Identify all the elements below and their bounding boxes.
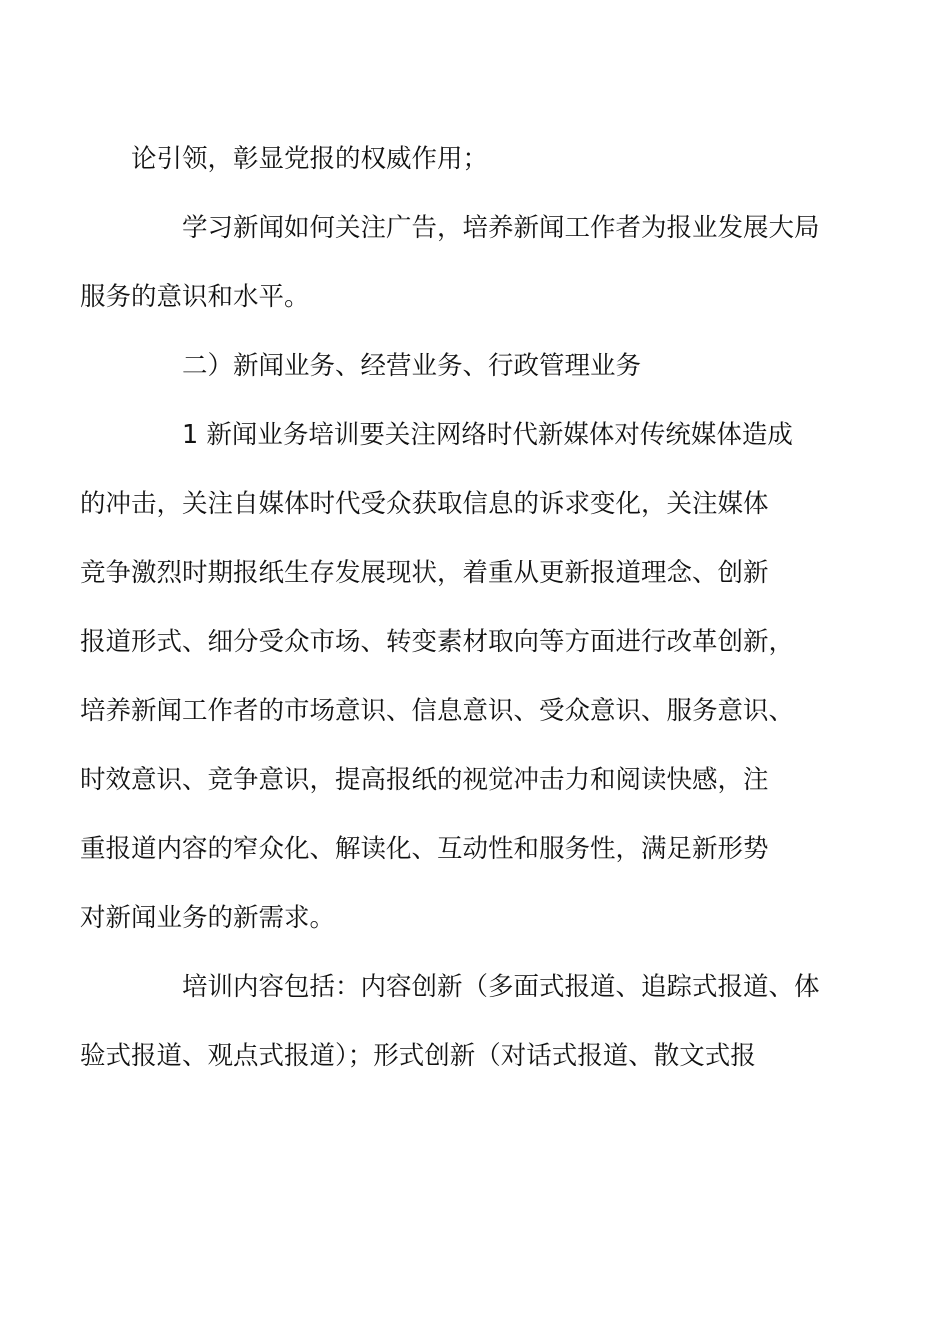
- paragraph-1: [131, 125, 811, 194]
- text-line: 培训内容包括：内容创新（多面式报道、追踪式报道、体: [182, 972, 820, 1002]
- text-line: 1 新闻业务培训要关注网络时代新媒体对传统媒体造成: [182, 420, 793, 450]
- paragraph-5: [80, 953, 820, 1091]
- text-line: 的冲击，关注自媒体时代受众获取信息的诉求变化，关注媒体: [80, 489, 769, 519]
- text-line: 重报道内容的窄众化、解读化、互动性和服务性，满足新形势: [80, 834, 769, 864]
- body-text: [80, 125, 820, 1091]
- text-line: 二）新闻业务、经营业务、行政管理业务: [182, 351, 642, 381]
- text-line: 竞争激烈时期报纸生存发展现状，着重从更新报道理念、创新: [80, 558, 769, 588]
- text-line: 时效意识、竞争意识，提高报纸的视觉冲击力和阅读快感，注: [80, 765, 769, 795]
- text-line: 报道形式、细分受众市场、转变素材取向等方面进行改革创新，: [80, 627, 795, 657]
- section-heading: [131, 332, 811, 401]
- text-line: 学习新闻如何关注广告，培养新闻工作者为报业发展大局: [182, 213, 820, 243]
- text-line: 培养新闻工作者的市场意识、信息意识、受众意识、服务意识、: [80, 696, 795, 726]
- text-line: 验式报道、观点式报道）；形式创新（对话式报道、散文式报: [80, 1041, 756, 1071]
- text-line: 对新闻业务的新需求。: [80, 903, 336, 933]
- paragraph-2: [80, 194, 820, 332]
- paragraph-4: [80, 401, 811, 953]
- text-line: 服务的意识和水平。: [80, 282, 310, 312]
- text-line: 论引领，彰显党报的权威作用；: [131, 144, 489, 174]
